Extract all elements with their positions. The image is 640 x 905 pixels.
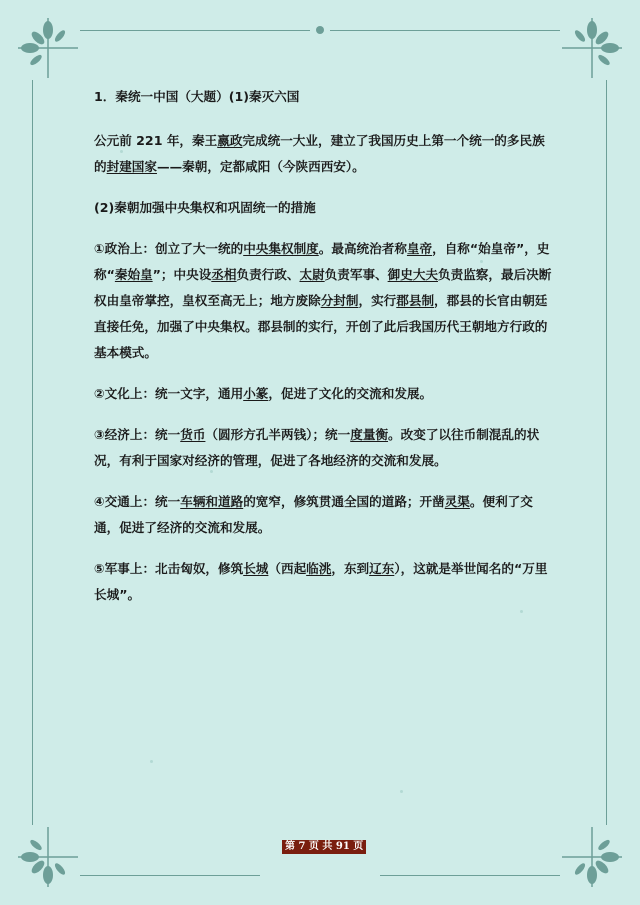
background-speckle [150,760,153,763]
section-heading: 1．秦统一中国（大题）(1)秦灭六国 [94,89,300,104]
text-run: ——秦朝，定都咸阳（今陕西西安）。 [156,159,365,174]
text-run: 公元前 221 年，秦王 [94,133,218,148]
text-run: 负责行政、 [236,267,300,282]
key-term: 封建国家 [106,159,157,174]
text-run: 负责军事、 [324,267,388,282]
key-term: 丞相 [211,267,237,282]
key-term: 度量衡 [350,427,389,442]
text-run: 。改变了以往币制混乱的状况，有利于国家对经济的管理，促进了各地经济的交流和发展。 [94,427,540,468]
key-term: 太尉 [299,267,325,282]
frame-right-line [606,80,607,825]
key-term: 分封制 [320,293,359,308]
key-term: 临洮 [306,561,332,576]
key-term: 长城 [243,561,269,576]
key-term: 中央集权制度 [243,241,319,256]
key-term: 郡县制 [396,293,435,308]
frame-left-line [32,80,33,825]
paragraph-economy [94,422,554,474]
paragraph-unification [94,128,554,180]
text-run: 。便利了交通，促进了经济的交流和发展。 [94,494,533,535]
subsection-heading: (2)秦朝加强中央集权和巩固统一的措施 [94,200,316,215]
key-term: 车辆和道路 [180,494,244,509]
text-run: ，郡县的长官由朝廷直接任免，加强了中央集权。郡县制的实行，开创了此后我国历代王朝地方行政的基本模式。 [94,293,548,360]
text-run: ③经济上：统一 [94,427,181,442]
leaf-corner-icon [8,817,88,897]
text-run: ”；中央设 [152,267,212,282]
frame-bottom-line-right [380,875,560,876]
page-number-badge: 第 7 页 共 91 页 [282,840,366,854]
key-term: 嬴政 [217,133,243,148]
text-run: ，东到 [331,561,370,576]
key-term: 货币 [180,427,206,442]
text-run: ⑤军事上：北击匈奴，修筑 [94,561,244,576]
leaf-corner-icon [552,8,632,88]
key-term: 皇帝 [406,241,433,256]
key-term: 御史大夫 [387,267,438,282]
paragraph-culture [94,381,554,407]
paragraph-military [94,556,554,608]
frame-top-line-right [330,30,560,31]
article-content [94,84,554,623]
text-run: 完成统一大业，建立了我国历史上第一个统一的多民族的 [94,133,545,174]
paragraph-politics [94,236,554,366]
text-run: ②文化上：统一文字，通用 [94,386,244,401]
text-run: 的宽窄，修筑贯通全国的道路；开凿 [243,494,445,509]
key-term: 小篆 [243,386,269,401]
text-run: （西起 [268,561,307,576]
paragraph-transport [94,489,554,541]
text-run: ，自称“始皇帝”，史称“ [94,241,550,282]
key-term: 辽东 [369,561,395,576]
frame-bottom-line [80,875,260,876]
text-run: ），这就是举世闻名的“万里长城”。 [94,561,548,602]
leaf-corner-icon [8,8,88,88]
key-term: 灵渠 [444,494,470,509]
ornament-icon [314,24,326,36]
text-run: 负责监察，最后决断权由皇帝掌控，皇权至高无上；地方废除 [94,267,552,308]
text-run: （圆形方孔半两钱）；统一 [205,427,351,442]
background-speckle [400,790,403,793]
text-run: ，促进了文化的交流和发展。 [268,386,433,401]
frame-top-line [80,30,310,31]
leaf-corner-icon [552,817,632,897]
key-term: 秦始皇 [114,267,153,282]
text-run: ，实行 [358,293,397,308]
text-run: 。最高统治者称 [318,241,407,256]
text-run: ①政治上：创立了大一统的 [94,241,244,256]
text-run: ④交通上：统一 [94,494,181,509]
